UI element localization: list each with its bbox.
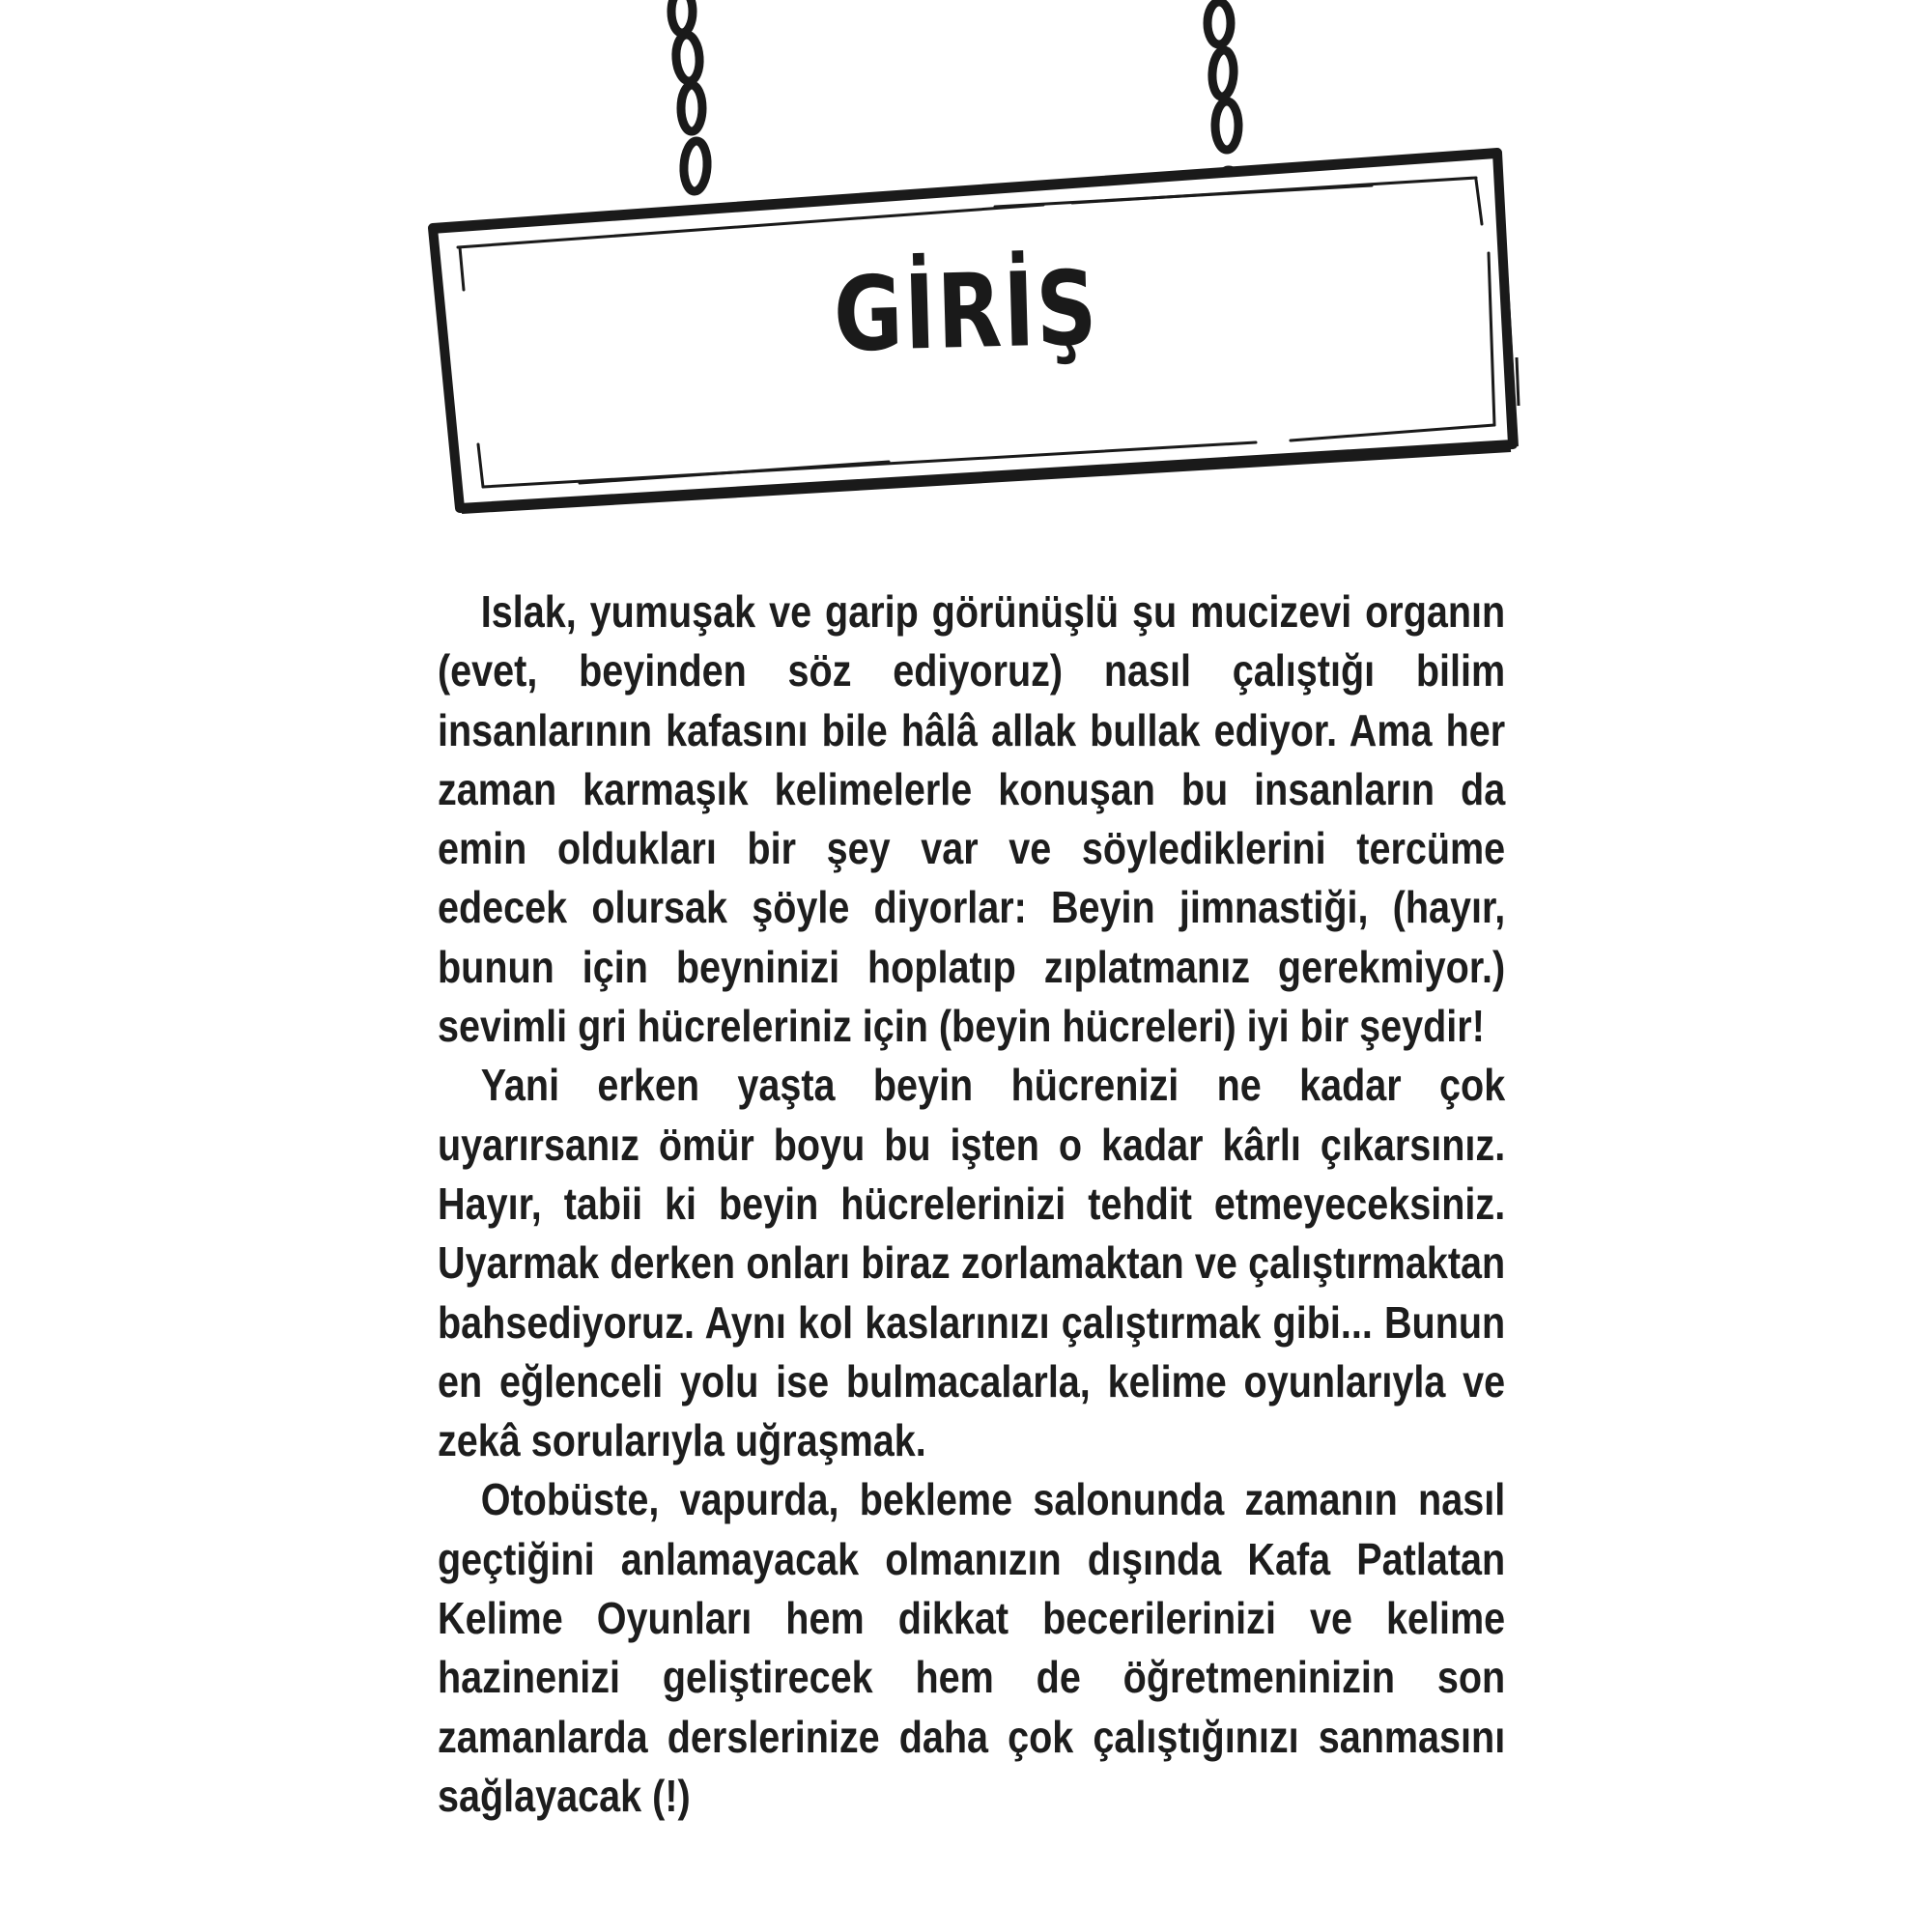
intro-paragraph-1: Islak, yumuşak ve garip görünüşlü şu mucizevi organın (evet, beyinden söz ediyoruz) nasıl çalıştığı bilim insanlarının kafasını bile hâlâ allak bullak ediyor. Ama her zaman karmaşık kelimelerle konuşan bu insanların da emin oldukları bir şey var ve söylediklerini tercüme edecek olursak şöyle diyorlar: Beyin jimnastiği, (hayır, bunun için beyninizi hoplatıp zıplatmanız gerekmiyor.) sevimli gri hücreleriniz için (beyin hücreleri) iyi bir şeydir!	[438, 586, 1506, 1052]
intro-paragraph-3: Otobüste, vapurda, bekleme salonunda zamanın nasıl geçtiğini anlamayacak olmanızın dışında Kafa Patlatan Kelime Oyunları hem dikkat becerilerinizi ve kelime hazinenizi geliştirecek hem de öğretmeninizin son zamanlarda derslerinize daha çok çalıştığınızı sanmasını sağlayacak (!)	[438, 1474, 1506, 1821]
chapter-title: GİRİŞ	[832, 248, 1100, 375]
right-chain	[1208, 2, 1238, 189]
intro-paragraph-2: Yani erken yaşta beyin hücrenizi ne kadar çok uyarırsanız ömür boyu bu işten o kadar kârlı çıkarsınız. Hayır, tabii ki beyin hücrelerinizi tehdit etmeyeceksiniz. Uyarmak derken onları biraz zorlamaktan ve çalıştırmaktan bahsediyoruz. Aynı kol kaslarınızı çalıştırmak gibi... Bunun en eğlenceli yolu ise bulmacalarla, kelime oyunlarıyla ve zekâ sorularıyla uğraşmak.	[438, 1060, 1506, 1466]
left-chain	[671, 0, 708, 232]
intro-text-block	[438, 582, 1505, 1826]
